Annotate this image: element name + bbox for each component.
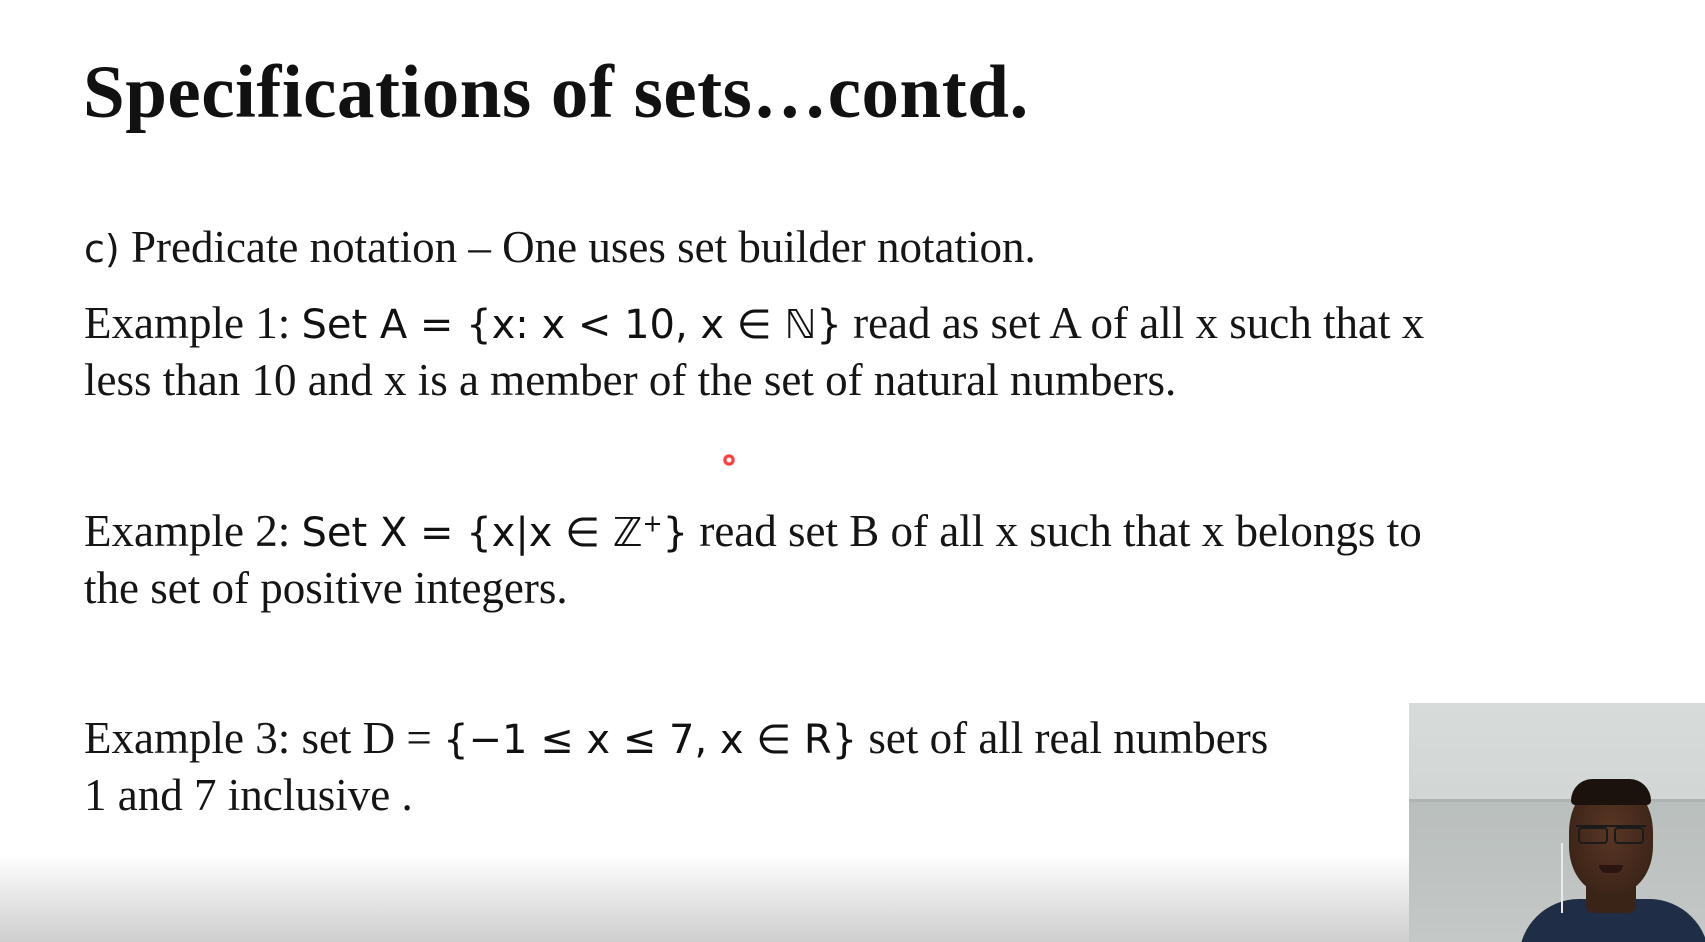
- example-2-line-1: [84, 502, 1422, 562]
- example-2-label: Example 2:: [84, 506, 302, 556]
- slide-title: Specifications of sets…contd.: [83, 51, 1029, 134]
- example-1-text-2: less than 10 and x is a member of the set of natural numbers.: [84, 355, 1177, 405]
- example-1-text-1: read as set A of all x such that x: [841, 298, 1425, 348]
- laser-pointer-icon: [723, 454, 735, 466]
- example-2-line-2: [84, 559, 568, 617]
- example-2-math-sup: +: [642, 509, 663, 538]
- example-2-math-suffix: }: [662, 510, 689, 556]
- earbud-wire: [1561, 843, 1563, 913]
- example-3-line-2: [84, 766, 413, 824]
- glasses-icon: [1576, 825, 1646, 841]
- example-3-line-1: [84, 709, 1268, 769]
- example-3-text-2: 1 and 7 inclusive .: [84, 770, 413, 820]
- example-3-math: {−1 ≤ x ≤ 7, x ∈ R}: [443, 717, 858, 763]
- presenter-video: [1409, 703, 1705, 942]
- example-1-math: Set A = {x: x < 10, x ∈ ℕ}: [301, 302, 842, 348]
- example-2-math-prefix: Set X = {x|x ∈ ℤ: [301, 510, 643, 556]
- example-1-line-1: [84, 294, 1424, 354]
- example-3-label: Example 3: set D =: [84, 713, 444, 763]
- example-1-label: Example 1:: [84, 298, 302, 348]
- list-marker: c): [84, 227, 120, 271]
- intro-text: Predicate notation – One uses set builder notation.: [119, 222, 1036, 272]
- example-2-text-1: read set B of all x such that x belongs to: [688, 506, 1422, 556]
- intro-line: [84, 218, 1036, 278]
- wall-strip: [1409, 799, 1705, 802]
- example-1-line-2: [84, 351, 1176, 409]
- example-3-text-1: set of all real numbers: [857, 713, 1269, 763]
- presenter-hair: [1571, 779, 1651, 805]
- example-2-math: [301, 510, 688, 556]
- example-2-text-2: the set of positive integers.: [84, 563, 568, 613]
